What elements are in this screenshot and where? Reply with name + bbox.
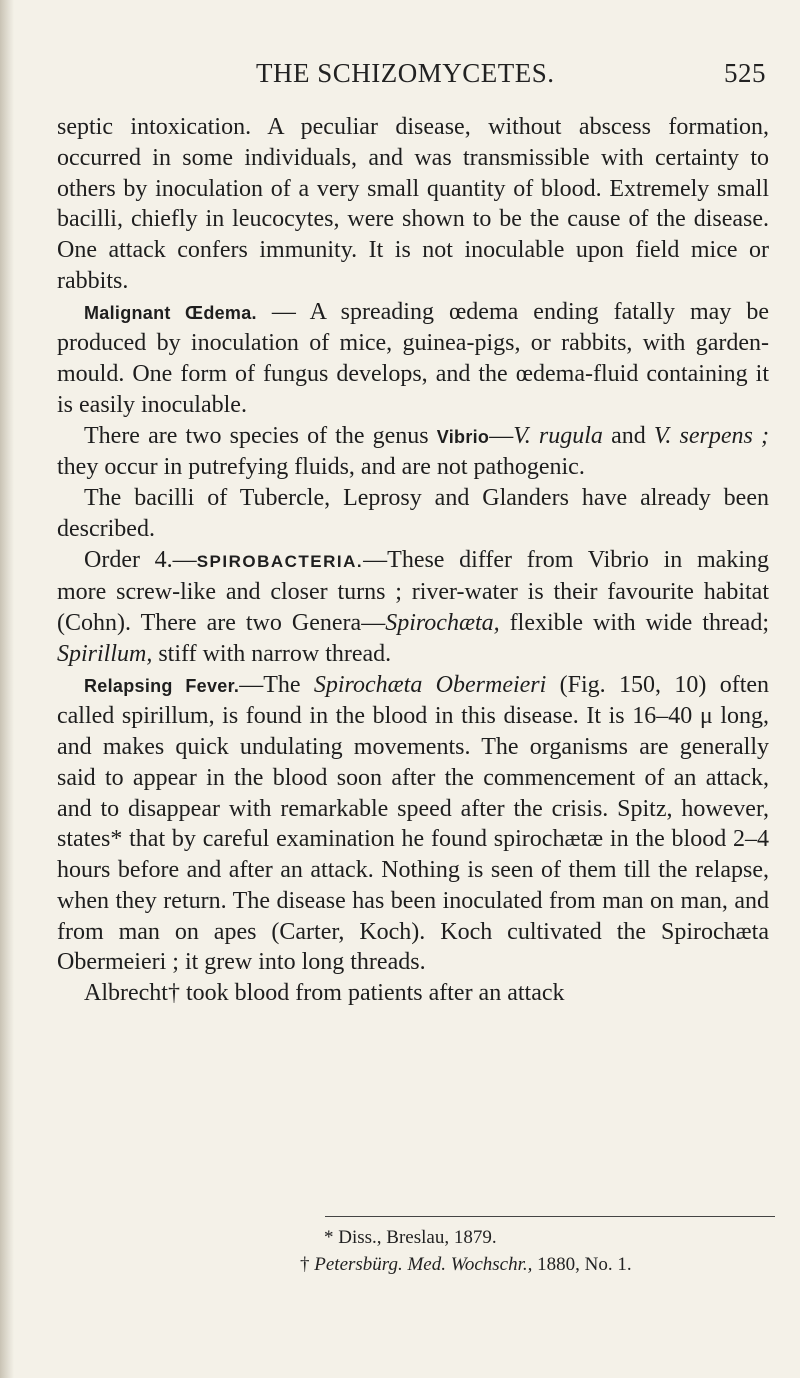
paragraph-relapsing-fever [57,670,769,979]
vibrio-text-4: they occur in putrefying fluids, and are not pathogenic. [57,454,585,481]
paragraph-malignant-oedema [57,297,769,421]
footnote-rule [325,1216,775,1217]
running-header [56,58,766,92]
footnotes [300,1224,760,1278]
relapsing-fever-text-1: —The [239,671,314,698]
running-title: THE SCHIZOMYCETES. [256,58,555,88]
heading-malignant-oedema: Malignant Œdema. [84,302,257,323]
vibrio-text-2: — [489,422,514,449]
species-v-serpens: V. serpens ; [653,422,769,449]
paragraph-vibrio [57,421,769,484]
spirobacteria-text-1: —These differ from Vibrio in making more screw-like and closer turns ; river-water is their favourite habitat (Cohn). There are two Genera— [57,546,769,636]
body-text [57,112,769,1009]
heading-relapsing-fever: Relapsing Fever. [84,675,240,696]
paragraph-albrecht: Albrecht† took blood from patients after an attack [84,980,565,1006]
paragraph-spirobacteria [57,545,769,670]
vibrio-text-3: and [602,422,654,449]
page-number: 525 [724,58,766,88]
species-v-rugula: V. rugula [513,422,603,449]
page-binding-edge [0,0,14,1378]
species-spirochaeta-obermeieri: Spirochæta Obermeieri [313,671,547,698]
genus-spirillum: Spirillum, [57,640,153,667]
spirobacteria-text-3: stiff with narrow thread. [152,640,392,667]
paragraph-tubercle: The bacilli of Tubercle, Leprosy and Glanders have already been described. [57,485,769,542]
spirobacteria-text-2: flexible with wide thread; [499,610,769,636]
heading-spirobacteria: SPIROBACTERIA. [196,551,364,571]
order-label: Order 4.— [84,546,197,573]
footnote-2-mark: † [300,1254,315,1275]
footnote-2 [300,1251,760,1278]
relapsing-fever-text-2: (Fig. 150, 10) often called spirillum, is found in the blood in this disease. It is 16–40 μ long, and makes quick undulating movements. The organisms are generally said to appear in the blood soon after the commencement of an attack, and to disappear with remarkable speed after the crisis. Spitz, however, states* that by careful examination he found spirochætæ in the blood 2–4 hours before and after an attack. Nothing is seen of them till the relapse, when they return. The disease has been inoculated from man on man, and from man on apes (Carter, Koch). Koch cultivated the Spirochæta Obermeieri ; it grew into long threads. [57,671,770,976]
genus-vibrio: Vibrio [436,426,490,447]
paragraph-septic-intoxication: septic intoxication. A peculiar disease, without abscess formation, occurred in some individuals, and was transmissible with certainty to others by inoculation of a very small quantity of blood. Extremely small bacilli, chiefly in leucocytes, were shown to be the cause of the disease. One attack confers immunity. It is not inoculable upon field mice or rabbits. [57,114,769,294]
malignant-oedema-text: — A spreading œdema ending fatally may be produced by inoculation of mice, guinea-pigs, or rabbits, with garden-mould. One form of fungus develops, and the œdema-fluid containing it is easily inoculable. [57,298,769,418]
genus-spirochaeta: Spirochæta, [385,610,500,636]
footnote-1: * Diss., Breslau, 1879. [324,1227,497,1248]
vibrio-text-1: There are two species of the genus [84,422,437,449]
footnote-2-journal: Petersbürg. Med. Wochschr., [314,1254,533,1275]
footnote-2-rest: 1880, No. 1. [532,1254,632,1275]
